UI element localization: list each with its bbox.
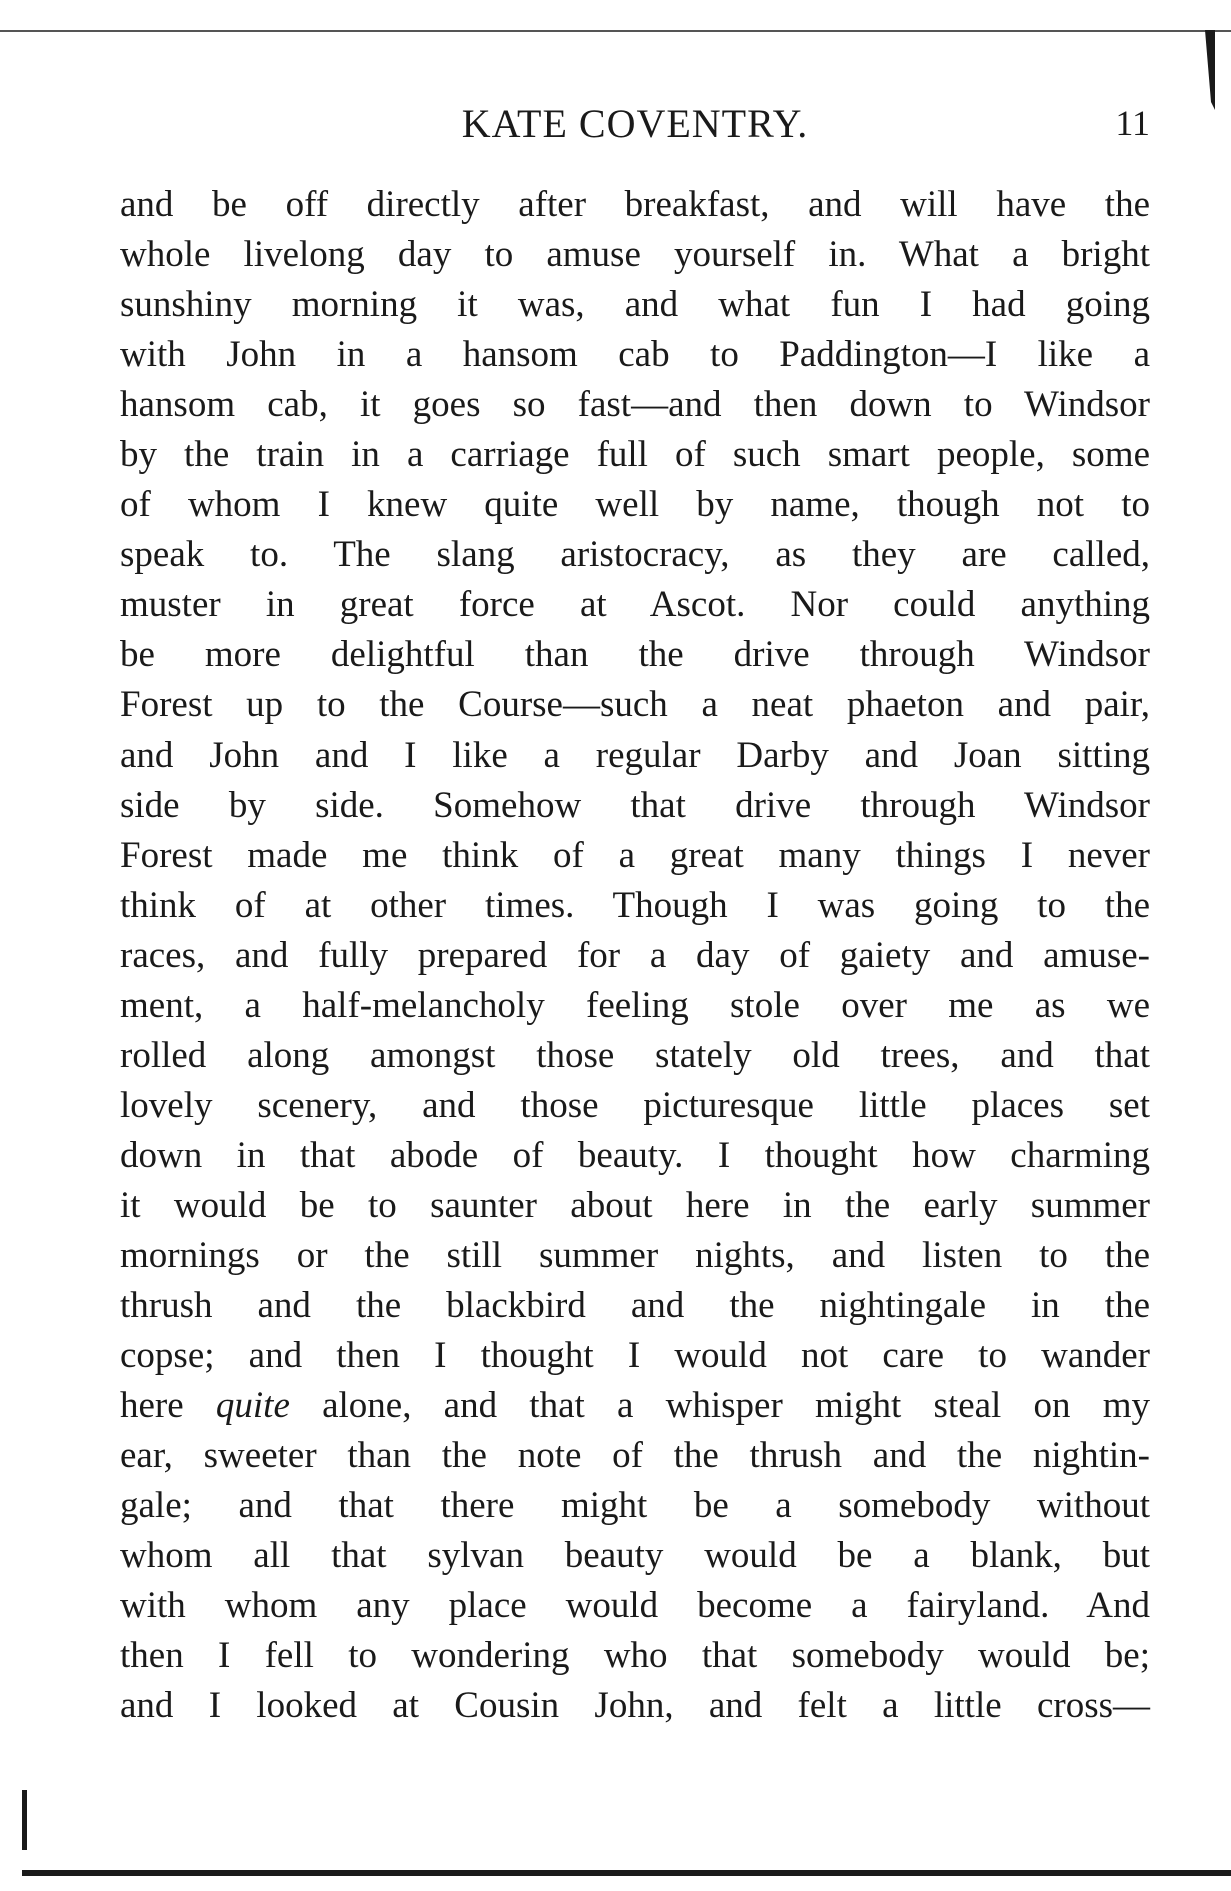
text-line: lovely scenery, and those picturesque little places set xyxy=(120,1084,1150,1126)
bottom-border-rule xyxy=(22,1870,1231,1876)
text-line: Forest made me think of a great many things I never xyxy=(120,834,1150,876)
text-line: and be off directly after breakfast, and will have the xyxy=(120,184,1150,225)
text-line: think of at other times. Though I was going to the xyxy=(120,884,1150,926)
text-line: whom all that sylvan beauty would be a blank, but xyxy=(120,1535,1150,1577)
text-line: muster in great force at Ascot. Nor could anything xyxy=(120,584,1150,626)
line-end: alone, and that a whisper might steal on my xyxy=(322,1385,1151,1427)
text-line: gale; and that there might be a somebody without xyxy=(120,1485,1150,1527)
text-line: rolled along amongst those stately old trees, and that xyxy=(120,1034,1150,1076)
page-header xyxy=(120,100,1150,152)
page-number: 11 xyxy=(1115,103,1150,143)
page-corner-mark xyxy=(1205,30,1215,110)
text-line: then I fell to wondering who that somebody would be; xyxy=(120,1635,1150,1677)
text-line: of whom I knew quite well by name, though not to xyxy=(120,484,1150,526)
emphasized-word: quite xyxy=(215,1385,290,1427)
text-line: by the train in a carriage full of such smart people, some xyxy=(120,434,1150,476)
text-line: down in that abode of beauty. I thought how charming xyxy=(120,1134,1150,1176)
text-line: be more delightful than the drive through Windsor xyxy=(120,634,1150,676)
text-line: whole livelong day to amuse yourself in. What a bright xyxy=(120,234,1150,276)
text-line: with John in a hansom cab to Paddington—I like a xyxy=(120,334,1150,376)
running-title: KATE COVENTRY. xyxy=(461,101,809,146)
text-line: ear, sweeter than the note of the thrush and the nightin- xyxy=(120,1435,1150,1477)
top-border-rule xyxy=(0,30,1231,32)
margin-mark xyxy=(22,1790,27,1850)
text-line: ment, a half-melancholy feeling stole over me as we xyxy=(120,984,1150,1026)
body-text xyxy=(120,180,1150,1731)
text-line-with-emphasis xyxy=(120,1381,1150,1431)
line-start: here xyxy=(120,1385,184,1427)
text-line: and I looked at Cousin John, and felt a little cross— xyxy=(120,1685,1150,1727)
text-line: Forest up to the Course—such a neat phaeton and pair, xyxy=(120,684,1150,726)
text-line: thrush and the blackbird and the nightingale in the xyxy=(120,1285,1150,1327)
text-line: races, and fully prepared for a day of gaiety and amuse- xyxy=(120,934,1150,976)
text-line: side by side. Somehow that drive through Windsor xyxy=(120,784,1150,826)
text-line: it would be to saunter about here in the early summer xyxy=(120,1184,1150,1226)
text-line: mornings or the still summer nights, and listen to the xyxy=(120,1234,1150,1276)
text-line: and John and I like a regular Darby and Joan sitting xyxy=(120,734,1150,776)
text-line: sunshiny morning it was, and what fun I had going xyxy=(120,284,1150,326)
text-line: speak to. The slang aristocracy, as they are called, xyxy=(120,534,1150,576)
text-line: with whom any place would become a fairyland. And xyxy=(120,1585,1150,1627)
text-line: hansom cab, it goes so fast—and then down to Windsor xyxy=(120,384,1150,426)
text-line: copse; and then I thought I would not care to wander xyxy=(120,1335,1150,1377)
